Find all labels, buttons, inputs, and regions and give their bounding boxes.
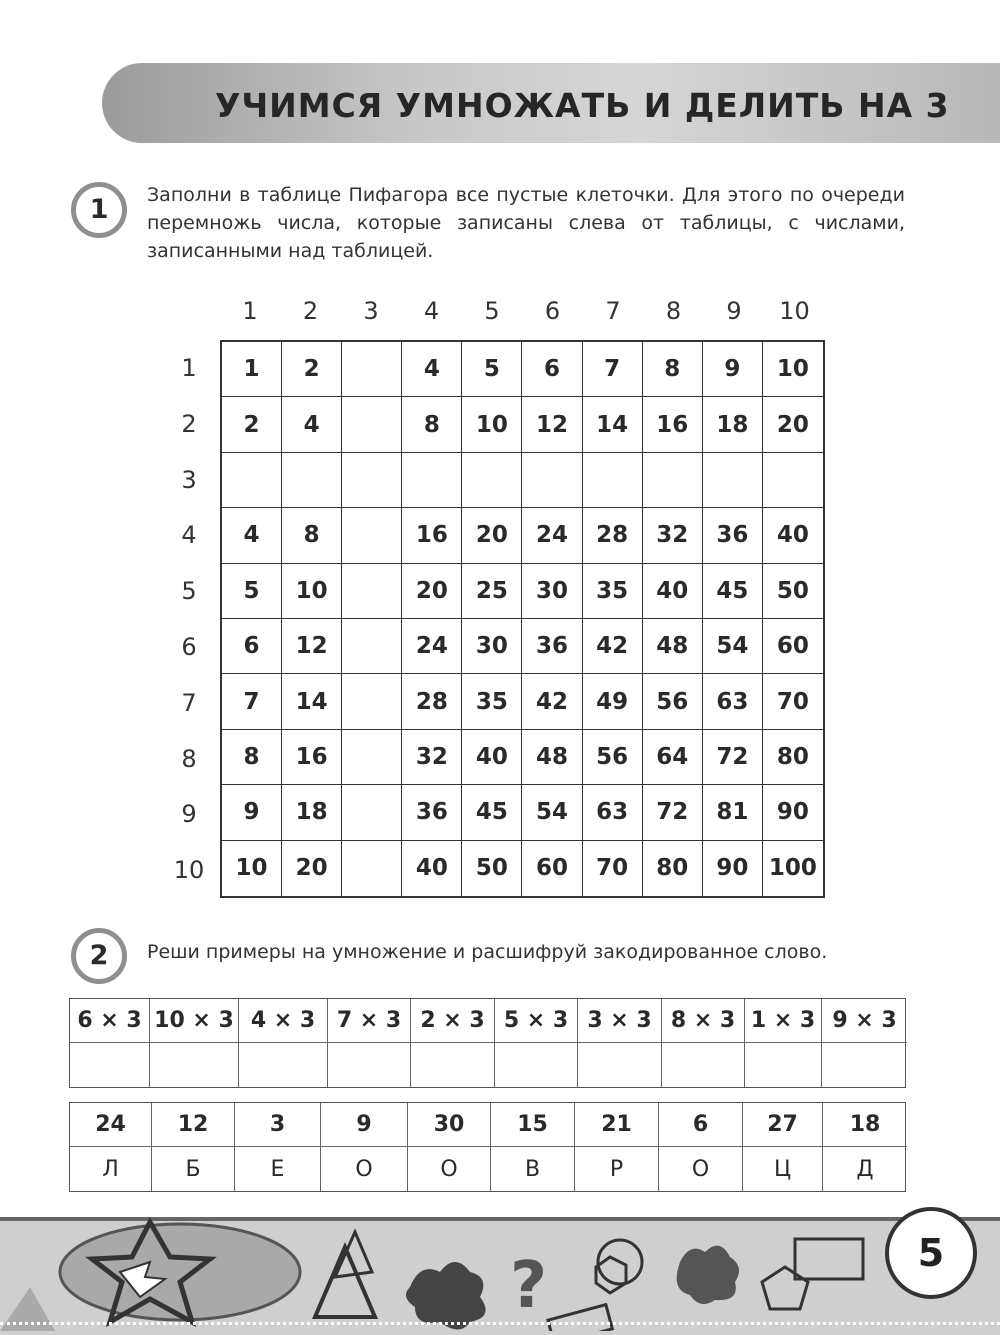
column-header: 8 [665, 297, 682, 325]
empty-table-cell[interactable] [763, 453, 823, 508]
answer-cell[interactable] [328, 1043, 411, 1087]
key-letter-cell: Л [70, 1147, 152, 1191]
table-cell: 30 [522, 564, 582, 619]
key-letter-cell: В [491, 1147, 575, 1191]
table-cell: 63 [583, 785, 643, 840]
table-cell: 6 [222, 619, 282, 674]
table-cell: 12 [282, 619, 342, 674]
column-header: 1 [242, 297, 258, 325]
table-cell: 20 [282, 841, 342, 896]
table-cell: 60 [522, 841, 582, 896]
answer-cell[interactable] [411, 1043, 495, 1087]
empty-table-cell[interactable] [342, 841, 402, 896]
example-cell: 4 × 3 [239, 999, 328, 1043]
table-cell: 35 [462, 674, 522, 729]
key-letter-cell: Ц [743, 1147, 823, 1191]
table-cell: 45 [462, 785, 522, 840]
empty-table-cell[interactable] [342, 619, 402, 674]
table-cell: 9 [222, 785, 282, 840]
table-cell: 48 [643, 619, 703, 674]
row-header: 8 [181, 744, 197, 773]
key-number-cell: 6 [659, 1103, 743, 1147]
table-cell: 8 [402, 397, 462, 452]
key-letter-cell: О [321, 1147, 408, 1191]
column-header: 5 [484, 297, 500, 325]
empty-table-cell[interactable] [342, 674, 402, 729]
key-number-cell: 18 [823, 1103, 907, 1147]
table-cell: 2 [282, 342, 342, 397]
table-cell: 50 [462, 841, 522, 896]
column-header: 4 [423, 297, 440, 325]
table-cell: 40 [643, 564, 703, 619]
table-cell: 4 [402, 342, 462, 397]
table-cell: 18 [282, 785, 342, 840]
task-1-number: 1 [71, 182, 127, 238]
table-cell: 10 [763, 342, 823, 397]
examples-table [69, 998, 906, 1088]
key-letter-cell: Д [856, 1156, 874, 1182]
table-cell: 8 [643, 342, 703, 397]
key-number-cell: 3 [235, 1103, 321, 1147]
row-header: 7 [181, 688, 197, 717]
table-cell: 49 [583, 674, 643, 729]
table-cell: 14 [282, 674, 342, 729]
table-cell: 90 [703, 841, 763, 896]
empty-table-cell[interactable] [342, 508, 402, 563]
task-1-instructions: Заполни в таблице Пифагора все пустые клеточки. Для этого по очереди перемножь числа, которые записаны слева от таблицы, с числами, записанными над таблицей. [147, 184, 905, 262]
row-header: 5 [181, 577, 197, 606]
table-cell: 20 [402, 564, 462, 619]
rectangle-icon [795, 1239, 863, 1279]
example-cell: 1 × 3 [745, 999, 822, 1043]
table-cell: 54 [522, 785, 582, 840]
table-cell: 10 [222, 841, 282, 896]
key-number-cell: 30 [408, 1103, 491, 1147]
answer-cell[interactable] [70, 1043, 150, 1087]
table-cell: 16 [402, 508, 462, 563]
example-cell: 6 × 3 [70, 999, 150, 1043]
table-cell: 30 [462, 619, 522, 674]
answer-cell[interactable] [239, 1043, 328, 1087]
oval-decoration [60, 1224, 300, 1320]
example-cell: 7 × 3 [328, 999, 411, 1043]
cipher-key-table [69, 1102, 906, 1192]
empty-table-cell[interactable] [462, 453, 522, 508]
table-cell: 63 [703, 674, 763, 729]
key-number-cell: 21 [575, 1103, 659, 1147]
row-header: 1 [181, 354, 197, 382]
table-cell: 72 [703, 730, 763, 785]
footer-shapes-illustration [0, 1217, 880, 1331]
row-header: 4 [181, 521, 197, 550]
empty-table-cell[interactable] [342, 785, 402, 840]
table-cell: 100 [768, 855, 817, 882]
answer-cell[interactable] [745, 1043, 822, 1087]
key-letter-cell: Б [152, 1147, 235, 1191]
empty-table-cell[interactable] [342, 453, 402, 508]
table-cell: 80 [643, 841, 703, 896]
table-cell: 35 [583, 564, 643, 619]
table-cell: 7 [222, 674, 282, 729]
table-cell: 36 [522, 619, 582, 674]
empty-table-cell[interactable] [282, 453, 342, 508]
answer-cell[interactable] [662, 1043, 745, 1087]
key-letter-cell: О [659, 1147, 743, 1191]
table-cell: 42 [583, 619, 643, 674]
key-number-cell: 12 [152, 1103, 235, 1147]
question-mark-icon: ? [510, 1249, 548, 1323]
gear-blob-icon [677, 1246, 739, 1304]
table-cell: 6 [522, 342, 582, 397]
empty-table-cell[interactable] [222, 453, 282, 508]
table-cell: 48 [522, 730, 582, 785]
table-cell: 70 [763, 674, 823, 729]
table-cell: 5 [462, 342, 522, 397]
table-cell: 36 [703, 508, 763, 563]
empty-table-cell[interactable] [402, 453, 462, 508]
table-cell: 10 [282, 564, 342, 619]
table-cell: 32 [643, 508, 703, 563]
task-2-instructions: Реши примеры на умножение и расшифруй закодированное слово. [147, 941, 828, 963]
table-cell: 8 [222, 730, 282, 785]
table-cell: 20 [462, 508, 522, 563]
table-cell: 1 [222, 342, 282, 397]
table-cell: 45 [703, 564, 763, 619]
table-cell: 14 [583, 397, 643, 452]
table-cell: 56 [643, 674, 703, 729]
column-header: 3 [363, 297, 379, 325]
row-header: 9 [181, 800, 197, 829]
table-cell: 40 [402, 841, 462, 896]
table-cell: 24 [402, 619, 462, 674]
table-cell: 80 [763, 730, 823, 785]
empty-table-cell[interactable] [342, 730, 402, 785]
table-cell: 2 [222, 397, 282, 452]
table-cell: 60 [763, 619, 823, 674]
empty-table-cell[interactable] [643, 453, 703, 508]
column-header: 6 [544, 297, 561, 325]
table-cell: 56 [583, 730, 643, 785]
answer-cell[interactable] [578, 1043, 662, 1087]
table-cell: 36 [402, 785, 462, 840]
table-cell: 42 [522, 674, 582, 729]
table-cell: 81 [703, 785, 763, 840]
table-cell: 5 [222, 564, 282, 619]
table-cell: 64 [643, 730, 703, 785]
table-cell: 16 [282, 730, 342, 785]
table-cell: 20 [763, 397, 823, 452]
row-header: 3 [181, 465, 197, 494]
table-cell: 90 [763, 785, 823, 840]
row-header: 10 [173, 856, 205, 885]
key-letter-cell: О [408, 1147, 491, 1191]
column-header: 10 [779, 297, 810, 325]
example-cell: 9 × 3 [822, 999, 907, 1043]
empty-table-cell[interactable] [342, 397, 402, 452]
tilted-rectangle-icon [548, 1305, 612, 1331]
row-header: 2 [181, 409, 197, 438]
table-cell: 40 [462, 730, 522, 785]
task-2-number: 2 [71, 928, 127, 984]
table-cell: 18 [703, 397, 763, 452]
empty-table-cell[interactable] [703, 453, 763, 508]
example-cell: 8 × 3 [662, 999, 745, 1043]
column-header: 7 [605, 297, 621, 325]
key-letter-cell: Р [575, 1147, 659, 1191]
table-cell: 12 [522, 397, 582, 452]
example-cell: 2 × 3 [411, 999, 495, 1043]
table-cell: 9 [703, 342, 763, 397]
table-cell: 25 [462, 564, 522, 619]
table-cell: 72 [643, 785, 703, 840]
table-cell: 4 [222, 508, 282, 563]
example-cell: 10 × 3 [150, 999, 239, 1043]
empty-table-cell[interactable] [342, 564, 402, 619]
example-cell: 3 × 3 [578, 999, 662, 1043]
table-cell: 10 [462, 397, 522, 452]
row-header: 6 [181, 633, 197, 661]
table-cell: 24 [522, 508, 582, 563]
page-number: 5 [885, 1207, 977, 1299]
table-cell: 40 [763, 508, 823, 563]
page-title: УЧИМСЯ УМНОЖАТЬ И ДЕЛИТЬ НА 3 [215, 86, 950, 125]
table-cell: 4 [282, 397, 342, 452]
column-header: 9 [726, 297, 742, 325]
table-cell: 16 [643, 397, 703, 452]
column-header: 2 [302, 297, 319, 325]
empty-table-cell[interactable] [522, 453, 582, 508]
table-cell: 32 [402, 730, 462, 785]
pythagoras-table [220, 340, 825, 898]
answer-cell[interactable] [495, 1043, 578, 1087]
answer-cell[interactable] [150, 1043, 239, 1087]
key-number-cell: 9 [321, 1103, 408, 1147]
pentagon-icon [762, 1267, 808, 1309]
table-cell: 50 [763, 564, 823, 619]
table-cell: 28 [583, 508, 643, 563]
puzzle-piece-icon [406, 1262, 486, 1330]
empty-table-cell[interactable] [583, 453, 643, 508]
table-cell: 54 [703, 619, 763, 674]
table-cell: 28 [402, 674, 462, 729]
empty-table-cell[interactable] [342, 342, 402, 397]
table-cell: 8 [282, 508, 342, 563]
example-cell: 5 × 3 [495, 999, 578, 1043]
key-number-cell: 15 [491, 1103, 575, 1147]
table-cell: 7 [583, 342, 643, 397]
table-cell: 70 [583, 841, 643, 896]
footer-dotted-line [0, 1322, 1000, 1325]
key-number-cell: 27 [743, 1103, 823, 1147]
key-number-cell: 24 [70, 1103, 152, 1147]
answer-cell[interactable] [822, 1043, 907, 1087]
key-letter-cell: Е [235, 1147, 321, 1191]
